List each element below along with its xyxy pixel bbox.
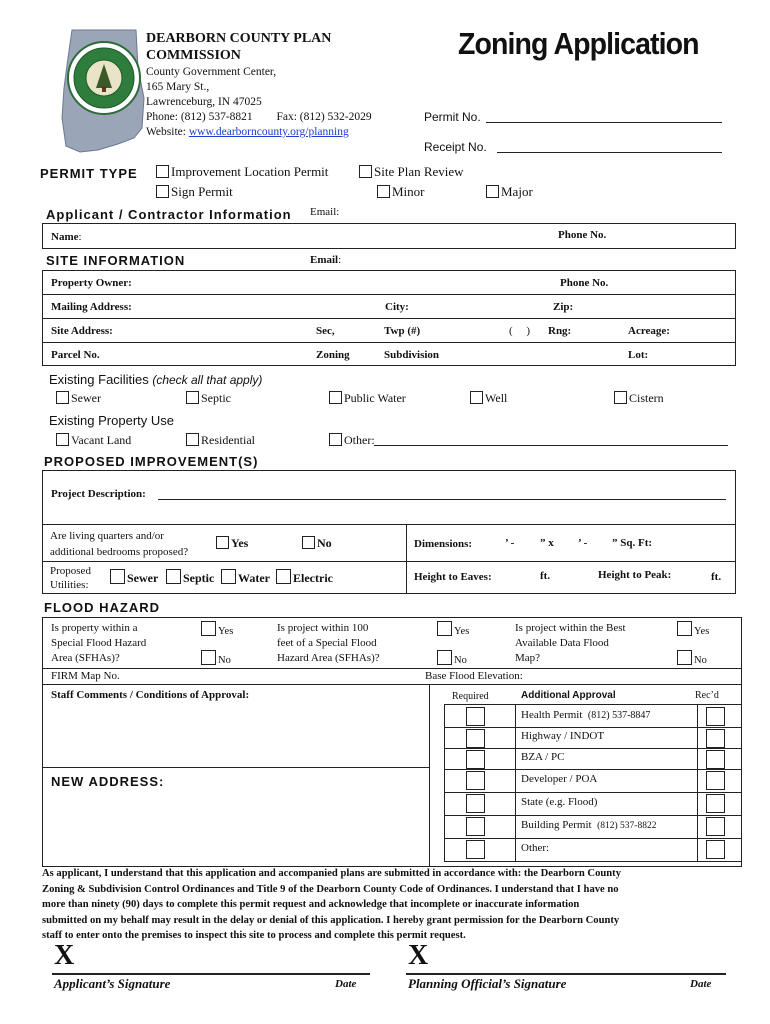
rng-label[interactable]: Rng:: [548, 325, 572, 337]
divider: [444, 792, 742, 793]
util-label: Electric: [293, 571, 333, 585]
dim-inch-1: ” x: [540, 537, 554, 549]
flood-q3: [515, 621, 626, 666]
no-label: No: [454, 655, 467, 666]
official-x-mark: X: [408, 940, 429, 971]
flood-q3-line2: Available Data Flood: [515, 637, 609, 649]
phone-text: Phone: (812) 537-8821: [146, 111, 253, 123]
permit-minor-label: Minor: [392, 184, 425, 199]
util-label: Water: [238, 571, 270, 585]
required-checkbox[interactable]: [466, 771, 485, 790]
living-no-option[interactable]: [302, 536, 332, 551]
permit-sign-label: Sign Permit: [171, 184, 233, 199]
use-other-field[interactable]: [374, 445, 728, 446]
city-label[interactable]: City:: [385, 301, 409, 313]
yes-label: Yes: [218, 626, 234, 637]
project-description-label[interactable]: Project Description:: [51, 488, 146, 500]
received-checkbox[interactable]: [706, 750, 725, 769]
checkbox[interactable]: [56, 391, 69, 404]
divider: [444, 727, 742, 728]
checkbox[interactable]: [156, 185, 169, 198]
permit-no-label: Permit No.: [424, 110, 481, 124]
new-address-label[interactable]: NEW ADDRESS:: [51, 774, 165, 789]
receipt-no-field[interactable]: [497, 152, 722, 153]
yes-label: Yes: [694, 626, 710, 637]
applicant-signature-label: Applicant’s Signature: [54, 976, 171, 991]
proposed-utilities-label: [50, 564, 91, 592]
height-peak-label[interactable]: Height to Peak:: [598, 569, 672, 581]
zip-label[interactable]: Zip:: [553, 301, 574, 313]
facility-label: Sewer: [71, 391, 101, 405]
divider: [42, 684, 742, 685]
use-other[interactable]: [329, 433, 375, 448]
dim-feet-2: ’ -: [578, 537, 588, 549]
facility-label: Public Water: [344, 391, 406, 405]
checkbox[interactable]: [359, 165, 372, 178]
applicant-name-label: Name: [51, 231, 79, 243]
permit-minor-option[interactable]: [377, 184, 425, 200]
twp-label[interactable]: Twp (#): [384, 325, 421, 337]
utilities-line1: Proposed: [50, 565, 91, 577]
property-use-heading: Existing Property Use: [49, 413, 174, 428]
property-owner-label[interactable]: Property Owner:: [51, 277, 132, 289]
divider: [406, 524, 407, 594]
use-label: Other:: [344, 433, 375, 447]
dimensions-label[interactable]: Dimensions:: [414, 538, 473, 550]
permit-major-option[interactable]: [486, 184, 533, 200]
permit-no-field[interactable]: [486, 122, 722, 123]
site-email-text: Email: [310, 254, 339, 266]
checkbox[interactable]: [437, 621, 452, 636]
flood-q2-line2: feet of a Special Flood: [277, 637, 377, 649]
rng-parens: ( ): [509, 325, 531, 337]
checkbox[interactable]: [329, 391, 342, 404]
permit-site-plan-option[interactable]: [359, 164, 464, 180]
living-quarters-question: [50, 528, 188, 560]
official-signature-line[interactable]: [406, 973, 726, 975]
divider: [42, 668, 742, 669]
facility-public-water[interactable]: [329, 391, 406, 406]
divider: [42, 561, 736, 562]
checkbox[interactable]: [186, 391, 199, 404]
required-label: Required: [452, 691, 489, 702]
util-water[interactable]: [221, 569, 270, 586]
flood-q3-line1: Is project within the Best: [515, 622, 626, 634]
utilities-line2: Utilities:: [50, 579, 89, 591]
received-checkbox[interactable]: [706, 794, 725, 813]
divider: [42, 342, 736, 343]
approval-name: [521, 730, 604, 742]
project-description-field[interactable]: [158, 499, 726, 500]
sec-label[interactable]: Sec,: [316, 325, 335, 337]
checkbox[interactable]: [437, 650, 452, 665]
recd-label: Rec’d: [695, 690, 719, 701]
permit-sign-option[interactable]: [156, 184, 233, 200]
address-line1: County Government Center,: [146, 66, 277, 78]
facility-label: Septic: [201, 391, 231, 405]
statement-line1: As applicant, I understand that this application and accompanied plans are submitted in accordance with: the Dearborn County: [42, 868, 621, 879]
applicant-email-label: Email:: [310, 206, 340, 218]
approval-name: [521, 773, 597, 785]
divider: [444, 748, 742, 749]
util-electric[interactable]: [276, 569, 333, 586]
no-label: No: [218, 655, 231, 666]
util-label: Sewer: [127, 571, 159, 585]
flood-q2-no[interactable]: [437, 650, 467, 666]
approval-label: Highway / INDOT: [521, 730, 605, 742]
approval-name: [521, 709, 650, 721]
receipt-no-label: Receipt No.: [424, 140, 487, 154]
checkbox[interactable]: [186, 433, 199, 446]
checkbox[interactable]: [276, 569, 291, 584]
dim-sqft: ” Sq. Ft:: [612, 537, 653, 549]
dim-feet-1: ’ -: [505, 537, 515, 549]
owner-phone-label: Phone No.: [560, 277, 609, 289]
divider: [42, 767, 429, 768]
header: [0, 0, 770, 160]
checkbox[interactable]: [56, 433, 69, 446]
approval-label: State (e.g. Flood): [521, 796, 598, 808]
website-label: Website:: [146, 126, 189, 138]
facility-well[interactable]: [470, 391, 507, 406]
applicant-date-label: Date: [335, 978, 357, 990]
applicant-box: [42, 223, 736, 249]
approval-phone: (812) 537-8847: [587, 710, 651, 721]
required-checkbox[interactable]: [466, 794, 485, 813]
flood-heading: FLOOD HAZARD: [44, 600, 160, 615]
received-checkbox[interactable]: [706, 707, 725, 726]
parcel-no-label[interactable]: Parcel No.: [51, 349, 100, 361]
flood-q2-line1: Is project within 100: [277, 622, 369, 634]
statement-line2: Zoning & Subdivision Control Ordinances and Title 9 of the Dearborn County Code of Ordinances. I understand that I have no: [42, 883, 619, 895]
fax-text: Fax: (812) 532-2029: [276, 111, 372, 123]
site-address-label[interactable]: Site Address:: [51, 325, 113, 337]
proposed-heading: PROPOSED IMPROVEMENT(S): [44, 454, 259, 469]
approval-name: [521, 842, 549, 854]
flood-q2-line3: Hazard Area (SFHAs)?: [277, 652, 380, 664]
required-checkbox[interactable]: [466, 750, 485, 769]
facility-septic[interactable]: [186, 391, 231, 406]
permit-improvement-label: Improvement Location Permit: [171, 164, 329, 179]
yes-label: Yes: [231, 536, 249, 550]
staff-comments-label[interactable]: Staff Comments / Conditions of Approval:: [51, 689, 250, 701]
checkbox[interactable]: [677, 650, 692, 665]
org-address: [146, 65, 372, 140]
approval-label: Other:: [521, 842, 550, 854]
checkbox[interactable]: [677, 621, 692, 636]
flood-q1: [51, 621, 146, 666]
subdivision-label[interactable]: Subdivision: [384, 349, 440, 361]
statement-line5: staff to enter onto the premises to inspect this site to process and complete this permit request.: [42, 930, 466, 941]
approval-name: [521, 819, 656, 831]
applicant-statement: [42, 866, 738, 944]
facilities-note: (check all that apply): [152, 373, 263, 387]
checkbox[interactable]: [166, 569, 181, 584]
required-checkbox[interactable]: [466, 707, 485, 726]
permit-major-label: Major: [501, 184, 533, 199]
approval-label: BZA / PC: [521, 751, 565, 763]
facility-sewer[interactable]: [56, 391, 101, 406]
checkbox[interactable]: [614, 391, 627, 404]
flood-q3-line3: Map?: [515, 652, 541, 664]
checkbox[interactable]: [377, 185, 390, 198]
use-residential[interactable]: [186, 433, 255, 448]
peak-unit: ft.: [711, 571, 722, 583]
living-q-line2: additional bedrooms proposed?: [50, 546, 189, 558]
checkbox[interactable]: [216, 536, 229, 549]
flood-q1-yes[interactable]: [201, 621, 233, 637]
checkbox[interactable]: [110, 569, 125, 584]
util-sewer[interactable]: [110, 569, 158, 586]
additional-approval-label: Additional Approval: [521, 690, 616, 701]
statement-line4: submitted on my behalf may result in the delay or denial of this application. I hereby grant permission for the Dearborn County: [42, 914, 620, 926]
address-line2: 165 Mary St.,: [146, 81, 210, 93]
yes-label: Yes: [454, 626, 470, 637]
site-email-label: [310, 254, 341, 266]
required-checkbox[interactable]: [466, 729, 485, 748]
divider: [42, 524, 736, 525]
permit-improvement-option[interactable]: [156, 164, 328, 180]
received-checkbox[interactable]: [706, 729, 725, 748]
approval-name: [521, 796, 597, 808]
checkbox[interactable]: [221, 569, 236, 584]
county-seal-logo: [58, 28, 150, 154]
received-checkbox[interactable]: [706, 817, 725, 836]
checkbox[interactable]: [470, 391, 483, 404]
acreage-label[interactable]: Acreage:: [628, 325, 670, 337]
bfe-label[interactable]: Base Flood Elevation:: [425, 670, 523, 682]
approval-label: Health Permit: [521, 709, 583, 721]
org-name-line1: DEARBORN COUNTY PLAN: [146, 31, 332, 46]
firm-map-label[interactable]: FIRM Map No.: [51, 670, 120, 682]
form-title: Zoning Application: [458, 26, 699, 61]
website-link[interactable]: www.dearborncounty.org/planning: [188, 126, 349, 138]
applicant-signature-line[interactable]: [52, 973, 370, 975]
approval-label: Developer / POA: [521, 773, 598, 785]
applicant-phone-label: Phone No.: [558, 229, 607, 241]
checkbox[interactable]: [201, 621, 216, 636]
use-label: Vacant Land: [71, 433, 132, 447]
flood-q3-no[interactable]: [677, 650, 707, 666]
flood-q2-yes[interactable]: [437, 621, 469, 637]
received-checkbox[interactable]: [706, 840, 725, 859]
util-septic[interactable]: [166, 569, 214, 586]
permit-site-plan-label: Site Plan Review: [374, 164, 464, 179]
flood-q3-yes[interactable]: [677, 621, 709, 637]
facility-label: Cistern: [629, 391, 664, 405]
official-date-label: Date: [690, 978, 712, 990]
flood-q2: [277, 621, 380, 666]
site-email-colon: :: [338, 254, 342, 266]
living-yes-option[interactable]: [216, 536, 248, 551]
height-eaves-label[interactable]: Height to Eaves:: [414, 571, 492, 583]
flood-q1-line3: Area (SFHAs)?: [51, 652, 120, 664]
use-label: Residential: [201, 433, 255, 447]
divider: [429, 684, 430, 867]
checkbox[interactable]: [486, 185, 499, 198]
official-signature-label: Planning Official’s Signature: [408, 976, 567, 991]
applicant-x-mark: X: [54, 940, 75, 971]
approval-name: [521, 751, 564, 763]
facility-label: Well: [485, 391, 508, 405]
checkbox[interactable]: [156, 165, 169, 178]
flood-q1-line2: Special Flood Hazard: [51, 637, 147, 649]
facilities-heading-text: Existing Facilities: [49, 372, 149, 387]
divider: [42, 318, 736, 319]
use-vacant[interactable]: [56, 433, 131, 448]
phone-fax-line: [146, 110, 372, 125]
name-colon: :: [78, 231, 82, 243]
approval-label: Building Permit: [521, 819, 592, 831]
required-checkbox[interactable]: [466, 840, 485, 859]
divider: [42, 294, 736, 295]
required-checkbox[interactable]: [466, 817, 485, 836]
received-checkbox[interactable]: [706, 771, 725, 790]
divider: [444, 815, 742, 816]
util-label: Septic: [183, 571, 215, 585]
existing-facilities-heading: [49, 372, 262, 387]
approval-phone: (812) 537-8822: [597, 821, 657, 831]
eaves-unit: ft.: [540, 570, 551, 582]
applicant-heading: Applicant / Contractor Information: [46, 207, 292, 222]
checkbox[interactable]: [201, 650, 216, 665]
checkbox[interactable]: [329, 433, 342, 446]
mailing-address-label[interactable]: Mailing Address:: [51, 301, 132, 313]
flood-q1-no[interactable]: [201, 650, 231, 666]
no-label: No: [317, 536, 332, 550]
divider: [444, 838, 742, 839]
lot-label[interactable]: Lot:: [628, 349, 649, 361]
no-label: No: [694, 655, 707, 666]
address-line3: Lawrenceburg, IN 47025: [146, 96, 262, 108]
divider: [444, 769, 742, 770]
zoning-label[interactable]: Zoning: [316, 349, 350, 361]
site-info-heading: SITE INFORMATION: [46, 253, 186, 268]
org-name-line2: COMMISSION: [146, 48, 241, 63]
facility-cistern[interactable]: [614, 391, 664, 406]
checkbox[interactable]: [302, 536, 315, 549]
flood-q1-line1: Is property within a: [51, 622, 138, 634]
applicant-name-field[interactable]: [51, 231, 82, 243]
permit-type-label: PERMIT TYPE: [40, 166, 138, 181]
website-line: [146, 125, 372, 140]
living-q-line1: Are living quarters and/or: [50, 530, 164, 542]
org-name: [146, 30, 331, 64]
statement-line3: more than ninety (90) days to complete this permit request and acknowledge that incomplete or inaccurate information: [42, 899, 580, 910]
